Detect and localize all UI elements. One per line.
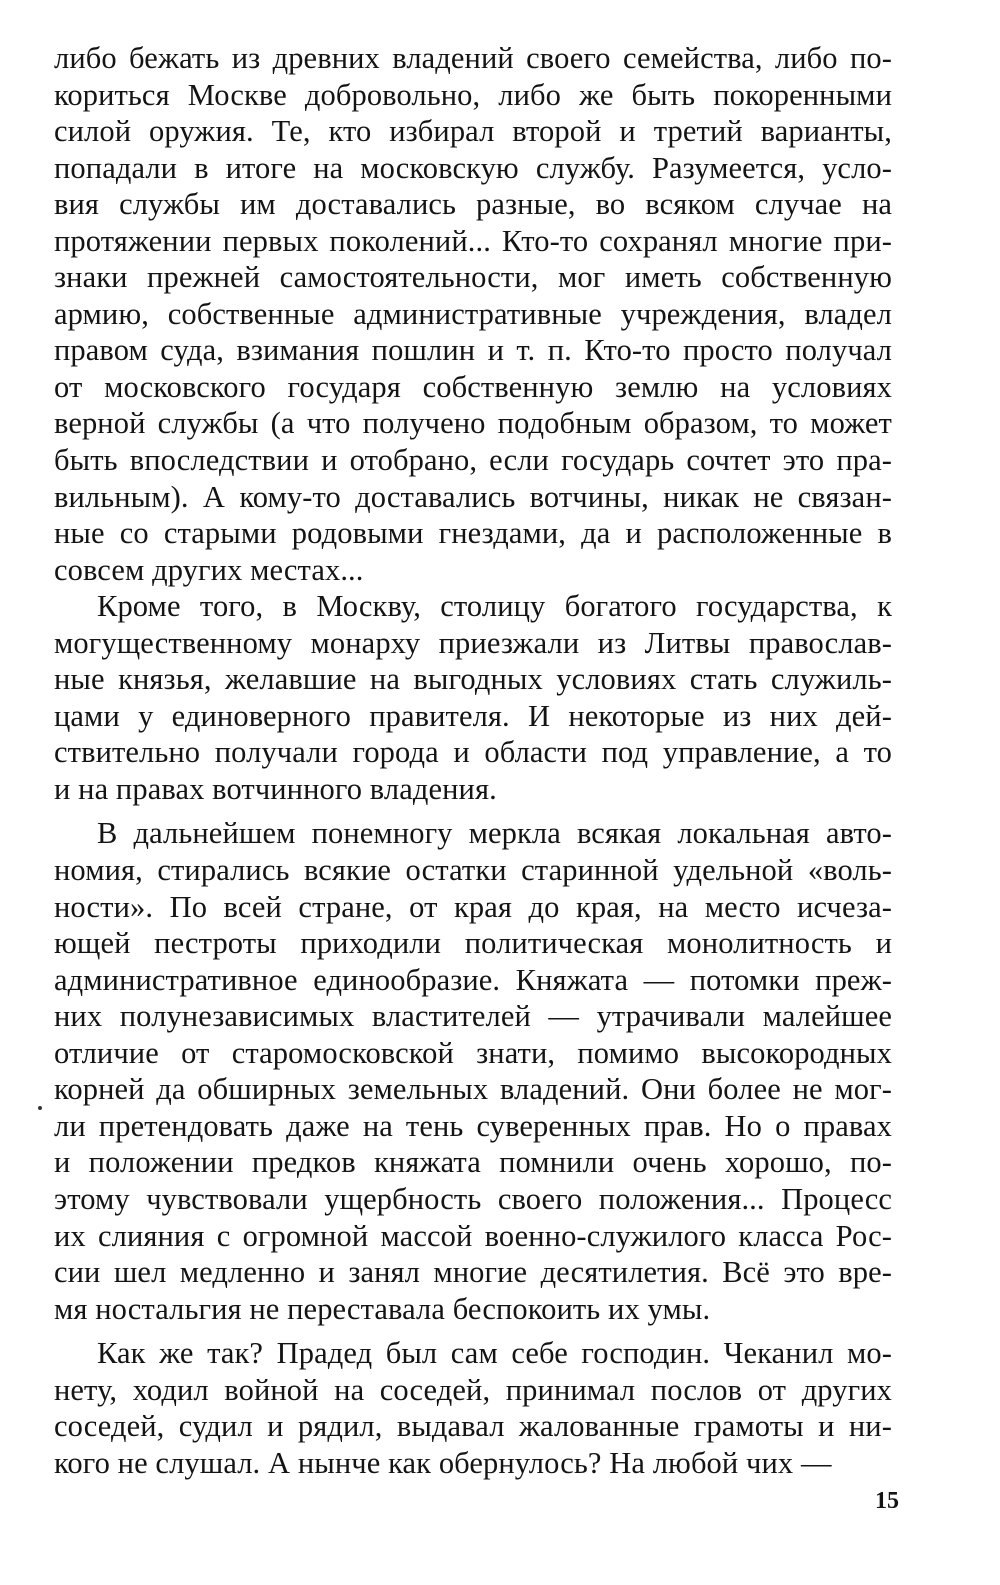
paragraph-gap <box>54 1327 892 1335</box>
text-line: ные со старыми родовыми гнездами, да и расположенные в <box>54 516 892 551</box>
text-line: либо бежать из древних владений своего семейства, либо по- <box>54 41 892 75</box>
text-line: административное единообразие. Княжата — потомки преж- <box>54 962 892 997</box>
text-line: знаки прежней самостоятельности, мог иметь собственную <box>54 260 892 295</box>
paragraph <box>54 588 892 807</box>
text-line: и на правах вотчинного владения. <box>54 771 497 806</box>
text-line: верной службы (а что получено подобным образом, то может <box>54 406 892 441</box>
text-line: этому чувствовали ущербность своего положения... Процесс <box>54 1181 892 1216</box>
text-line: совсем других местах... <box>54 552 364 587</box>
text-line: соседей, судил и рядил, выдавал жалованные грамоты и ни- <box>54 1409 892 1444</box>
text-line: мя ностальгия не переставала беспокоить их умы. <box>54 1291 711 1326</box>
text-line: армию, собственные административные учреждения, владел <box>54 296 892 331</box>
paragraph-gap <box>54 807 892 815</box>
text-line: кориться Москве добровольно, либо же быть покоренными <box>54 77 892 112</box>
text-line: ности». По всей стране, от края до края, на место исчеза- <box>54 889 892 924</box>
text-line: нету, ходил войной на соседей, принимал послов от других <box>54 1372 892 1407</box>
text-line: ли претендовать даже на тень суверенных прав. Но о правах <box>54 1108 892 1143</box>
text-line: правом суда, взимания пошлин и т. п. Кто-то просто получал <box>54 333 892 368</box>
text-line: цами у единоверного правителя. И некоторые из них дей- <box>54 698 892 733</box>
paragraph <box>54 815 892 1327</box>
text-line: ные князья, желавшие на выгодных условиях стать служиль- <box>54 662 892 697</box>
text-line: номия, стирались всякие остатки старинной удельной «воль- <box>54 853 892 888</box>
paragraph <box>54 1335 892 1481</box>
paragraph <box>54 40 892 588</box>
text-line: ющей пестроты приходили политическая монолитность и <box>54 926 892 961</box>
text-line: ствительно получали города и области под управление, а то <box>54 735 892 770</box>
text-line: попадали в итоге на московскую службу. Разумеется, усло- <box>54 150 892 185</box>
text-line: них полунезависимых властителей — утрачивали малейшее <box>54 999 892 1034</box>
text-line: сии шел медленно и занял многие десятилетия. Всё это вре- <box>54 1255 892 1290</box>
text-line: корней да обширных земельных владений. Они более не мог- <box>54 1072 892 1107</box>
body-text <box>54 40 892 1481</box>
text-line: и положении предков княжата помнили очень хорошо, по- <box>54 1145 892 1180</box>
text-line: вия службы им доставались разные, во всяком случае на <box>54 187 892 222</box>
text-line: могущественному монарху приезжали из Литвы православ- <box>54 625 892 660</box>
text-line: В дальнейшем понемногу меркла всякая локальная авто- <box>97 816 892 851</box>
text-line: протяжении первых поколений... Кто-то сохранял многие при- <box>54 223 892 258</box>
text-line: от московского государя собственную землю на условиях <box>54 369 892 404</box>
text-line: отличие от старомосковской знати, помимо высокородных <box>54 1035 892 1070</box>
text-line: быть впоследствии и отобрано, если государь сочтет это пра- <box>54 443 892 478</box>
text-line: силой оружия. Те, кто избирал второй и третий варианты, <box>54 114 892 149</box>
text-line: Как же так? Прадед был сам себе господин. Чеканил мо- <box>97 1336 892 1371</box>
text-line: Кроме того, в Москву, столицу богатого государства, к <box>97 589 892 624</box>
text-line: вильным). А кому-то доставались вотчины, никак не связан- <box>54 479 892 514</box>
text-line: их слияния с огромной массой военно-служилого класса Рос- <box>54 1218 892 1253</box>
page-number: 15 <box>875 1488 899 1514</box>
margin-dot-mark <box>38 1106 42 1110</box>
text-line: кого не слушал. А нынче как обернулось? На любой чих — <box>54 1445 832 1480</box>
